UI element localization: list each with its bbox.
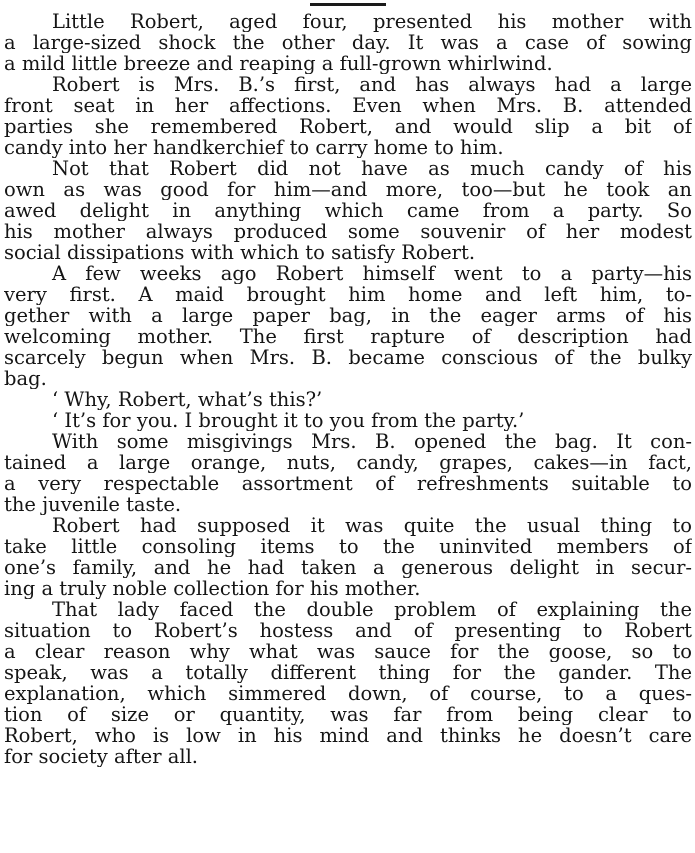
text-line: speak, was a totally different thing for the gander. The xyxy=(4,662,692,683)
paragraph xyxy=(4,599,692,767)
text-line: awed delight in anything which came from a party. So xyxy=(4,200,692,221)
text-line: very first. A maid brought him home and left him, to- xyxy=(4,284,692,305)
paragraph xyxy=(4,431,692,515)
text-line: take little consoling items to the uninvited members of xyxy=(4,536,692,557)
article-body xyxy=(4,11,692,767)
text-line: own as was good for him—and more, too—but he took an xyxy=(4,179,692,200)
text-line: scarcely begun when Mrs. B. became conscious of the bulky xyxy=(4,347,692,368)
text-line: explanation, which simmered down, of course, to a ques- xyxy=(4,683,692,704)
text-line: for society after all. xyxy=(4,746,199,767)
paragraph xyxy=(4,74,692,158)
text-line: That lady faced the double problem of explaining the xyxy=(52,599,692,620)
text-line: one’s family, and he had taken a generous delight in secur- xyxy=(4,557,692,578)
text-line: candy into her handkerchief to carry home to him. xyxy=(4,137,504,158)
text-line: ing a truly noble collection for his mother. xyxy=(4,578,421,599)
text-line: bag. xyxy=(4,368,47,389)
header-rule xyxy=(310,3,386,6)
text-line: Little Robert, aged four, presented his mother with xyxy=(52,11,692,32)
paragraph xyxy=(4,158,692,263)
text-line: With some misgivings Mrs. B. opened the bag. It con- xyxy=(52,431,692,452)
text-line: a very respectable assortment of refreshments suitable to xyxy=(4,473,692,494)
text-line: ‘ Why, Robert, what’s this?’ xyxy=(52,389,323,410)
text-line: a mild little breeze and reaping a full-grown whirlwind. xyxy=(4,53,553,74)
text-line: parties she remembered Robert, and would slip a bit of xyxy=(4,116,692,137)
text-line: his mother always produced some souvenir of her modest xyxy=(4,221,692,242)
text-line: ‘ It’s for you. I brought it to you from the party.’ xyxy=(52,410,525,431)
text-line: Robert is Mrs. B.’s first, and has always had a large xyxy=(52,74,692,95)
text-line: Robert, who is low in his mind and thinks he doesn’t care xyxy=(4,725,692,746)
text-line: situation to Robert’s hostess and of presenting to Robert xyxy=(4,620,692,641)
text-line: a clear reason why what was sauce for the goose, so to xyxy=(4,641,692,662)
dialogue-line xyxy=(4,389,692,410)
text-line: A few weeks ago Robert himself went to a party—his xyxy=(52,263,692,284)
paragraph xyxy=(4,263,692,389)
text-line: gether with a large paper bag, in the eager arms of his xyxy=(4,305,692,326)
text-line: tained a large orange, nuts, candy, grapes, cakes—in fact, xyxy=(4,452,692,473)
paragraph xyxy=(4,11,692,74)
text-line: tion of size or quantity, was far from being clear to xyxy=(4,704,692,725)
text-line: front seat in her affections. Even when Mrs. B. attended xyxy=(4,95,692,116)
paragraph xyxy=(4,515,692,599)
text-line: Robert had supposed it was quite the usual thing to xyxy=(52,515,692,536)
text-line: the juvenile taste. xyxy=(4,494,182,515)
text-line: social dissipations with which to satisfy Robert. xyxy=(4,242,476,263)
text-line: welcoming mother. The first rapture of description had xyxy=(4,326,692,347)
text-line: a large-sized shock the other day. It was a case of sowing xyxy=(4,32,692,53)
dialogue-line xyxy=(4,410,692,431)
text-line: Not that Robert did not have as much candy of his xyxy=(52,158,692,179)
